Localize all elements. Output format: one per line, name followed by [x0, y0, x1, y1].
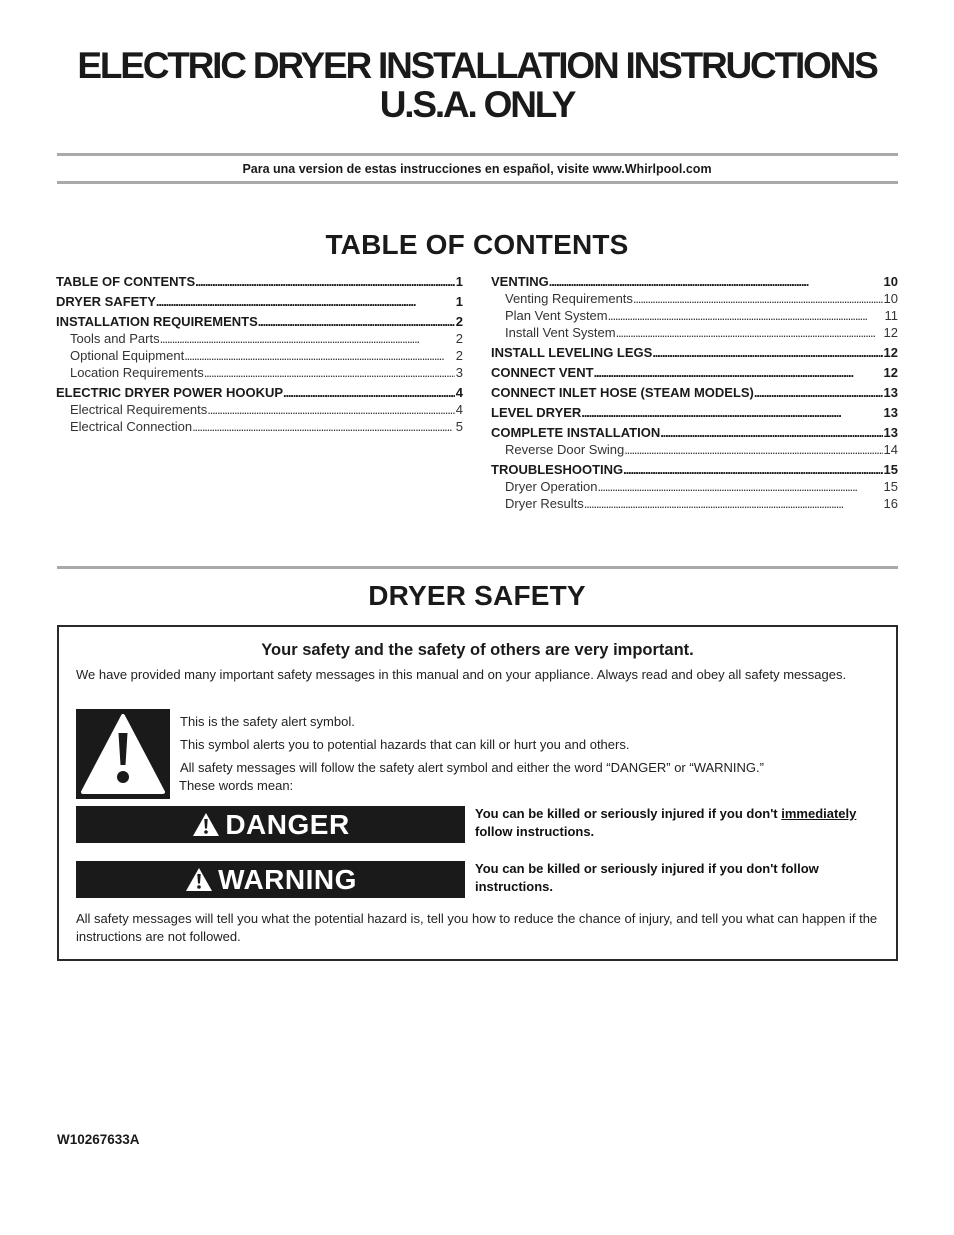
toc-entry[interactable] — [56, 347, 463, 364]
toc-entry-page: 5 — [455, 419, 463, 434]
toc-entry[interactable] — [491, 495, 898, 512]
toc-entry[interactable] — [491, 344, 898, 361]
toc-right-column — [491, 270, 898, 512]
toc-entry-label: Optional Equipment — [70, 348, 185, 363]
toc-entry-label: TABLE OF CONTENTS — [56, 274, 196, 289]
toc-entry-page: 1 — [455, 274, 463, 289]
toc-entry[interactable] — [56, 273, 463, 290]
toc-entry[interactable] — [491, 324, 898, 341]
toc-leader-dots — [160, 330, 455, 347]
toc-entry-label: COMPLETE INSTALLATION — [491, 425, 661, 440]
toc-entry[interactable] — [491, 404, 898, 421]
toc-leader-dots — [652, 344, 882, 361]
safety-alert-symbol — [76, 709, 170, 799]
warning-alert-icon — [184, 866, 214, 893]
danger-description-emphasis: immediately — [781, 806, 857, 821]
toc-left-column — [56, 270, 463, 435]
toc-entry-page: 12 — [883, 365, 898, 380]
toc-leader-dots — [624, 441, 882, 458]
toc-entry-label: Electrical Connection — [70, 419, 193, 434]
toc-leader-dots — [283, 384, 455, 401]
alert-line-2: This symbol alerts you to potential hazards that can kill or hurt you and others. — [180, 737, 630, 752]
toc-entry-label: ELECTRIC DRYER POWER HOOKUP — [56, 385, 284, 400]
toc-entry-label: TROUBLESHOOTING — [491, 462, 624, 477]
danger-label: DANGER — [225, 808, 350, 840]
toc-entry-label: Electrical Requirements — [70, 402, 208, 417]
toc-entry[interactable] — [491, 384, 898, 401]
warning-label: WARNING — [218, 863, 357, 895]
toc-entry-label: Plan Vent System — [505, 308, 608, 323]
alert-line-3: All safety messages will follow the safety alert symbol and either the word “DANGER” or “WARNING.” — [180, 760, 764, 775]
toc-leader-dots — [156, 293, 455, 310]
danger-description-c: follow instructions. — [475, 824, 595, 839]
toc-leader-dots — [594, 364, 883, 381]
toc-leader-dots — [184, 347, 455, 364]
toc-entry[interactable] — [491, 424, 898, 441]
toc-leader-dots — [204, 364, 455, 381]
toc-entry[interactable] — [56, 364, 463, 381]
toc-leader-dots — [633, 290, 883, 307]
toc-entry[interactable] — [56, 418, 463, 435]
toc-leader-dots — [623, 461, 882, 478]
alert-line-1: This is the safety alert symbol. — [180, 714, 355, 729]
toc-leader-dots — [754, 384, 883, 401]
toc-entry[interactable] — [491, 290, 898, 307]
toc-leader-dots — [660, 424, 882, 441]
spanish-note: Para una version de estas instrucciones en español, visite www.Whirlpool.com — [242, 162, 712, 176]
warning-triangle-icon — [76, 709, 170, 799]
danger-description-a: You can be killed or seriously injured if you don't — [475, 806, 782, 821]
document-title — [0, 46, 954, 124]
warning-signal-bar — [76, 861, 465, 898]
toc-entry-page: 2 — [455, 331, 463, 346]
safety-intro: We have provided many important safety messages in this manual and on your appliance. Always read and obey all safety messages. — [76, 667, 847, 682]
toc-entry[interactable] — [56, 293, 463, 310]
toc-leader-dots — [192, 418, 455, 435]
toc-entry-label: CONNECT INLET HOSE (STEAM MODELS) — [491, 385, 754, 400]
toc-leader-dots — [597, 478, 882, 495]
toc-entry-page: 3 — [455, 365, 463, 380]
toc-entry-label: Tools and Parts — [70, 331, 160, 346]
danger-alert-icon — [191, 811, 221, 838]
toc-entry[interactable] — [491, 441, 898, 458]
toc-entry-label: CONNECT VENT — [491, 365, 594, 380]
toc-entry[interactable] — [56, 384, 463, 401]
document-title-line1: ELECTRIC DRYER INSTALLATION INSTRUCTIONS — [77, 45, 877, 86]
toc-entry-label: LEVEL DRYER — [491, 405, 582, 420]
toc-leader-dots — [608, 307, 884, 324]
toc-entry-page: 14 — [883, 442, 898, 457]
warning-description: You can be killed or seriously injured if you don't follow instructions. — [475, 861, 819, 894]
safety-box-heading: Your safety and the safety of others are very important. — [261, 641, 694, 659]
toc-entry-label: Venting Requirements — [505, 291, 633, 306]
toc-entry[interactable] — [491, 273, 898, 290]
toc-entry-page: 12 — [883, 345, 898, 360]
toc-entry-label: DRYER SAFETY — [56, 294, 156, 309]
toc-entry[interactable] — [56, 313, 463, 330]
toc-entry-label: INSTALLATION REQUIREMENTS — [56, 314, 258, 329]
document-number: W10267633A — [57, 1132, 140, 1147]
toc-entry-page: 12 — [883, 325, 898, 340]
danger-description — [475, 805, 885, 841]
alert-line-4: These words mean: — [179, 778, 294, 793]
toc-leader-dots — [581, 404, 882, 421]
toc-entry[interactable] — [491, 461, 898, 478]
toc-entry-label: Location Requirements — [70, 365, 204, 380]
toc-entry-label: Reverse Door Swing — [505, 442, 625, 457]
toc-entry-page: 10 — [883, 291, 898, 306]
toc-heading: TABLE OF CONTENTS — [325, 229, 629, 260]
toc-entry-page: 4 — [455, 402, 463, 417]
toc-leader-dots — [584, 495, 883, 512]
toc-entry[interactable] — [56, 401, 463, 418]
toc-entry-page: 13 — [883, 385, 898, 400]
toc-entry[interactable] — [491, 307, 898, 324]
toc-entry-page: 10 — [883, 274, 898, 289]
section-rule — [57, 566, 898, 569]
toc-entry[interactable] — [491, 364, 898, 381]
toc-entry-page: 11 — [884, 308, 898, 323]
toc-entry-label: Dryer Results — [505, 496, 584, 511]
dryer-safety-heading: DRYER SAFETY — [368, 580, 586, 611]
document-title-line2: U.S.A. ONLY — [379, 84, 575, 125]
toc-leader-dots — [549, 273, 883, 290]
safety-closing: All safety messages will tell you what the potential hazard is, tell you how to reduce the chance of injury, and tell you what can happen if the instructions are not followed. — [76, 911, 878, 944]
safety-box — [57, 625, 898, 961]
toc-entry-label: Install Vent System — [505, 325, 616, 340]
danger-signal-bar — [76, 806, 465, 843]
toc-entry-page: 15 — [883, 462, 898, 477]
toc-entry-page: 13 — [883, 425, 898, 440]
toc-entry-page: 2 — [455, 348, 463, 363]
toc-leader-dots — [195, 273, 455, 290]
toc-leader-dots — [616, 324, 883, 341]
toc-entry-page: 13 — [883, 405, 898, 420]
toc-entry-page: 1 — [455, 294, 463, 309]
toc-leader-dots — [258, 313, 455, 330]
toc-entry-page: 15 — [883, 479, 898, 494]
toc-entry-label: INSTALL LEVELING LEGS — [491, 345, 653, 360]
toc-entry[interactable] — [56, 330, 463, 347]
toc-entry-page: 2 — [455, 314, 463, 329]
toc-entry[interactable] — [491, 478, 898, 495]
top-rule — [57, 153, 898, 156]
toc-entry-label: VENTING — [491, 274, 549, 289]
toc-entry-page: 16 — [883, 496, 898, 511]
toc-entry-page: 4 — [455, 385, 463, 400]
top-rule-lower — [57, 181, 898, 184]
toc-leader-dots — [207, 401, 454, 418]
toc-entry-label: Dryer Operation — [505, 479, 598, 494]
